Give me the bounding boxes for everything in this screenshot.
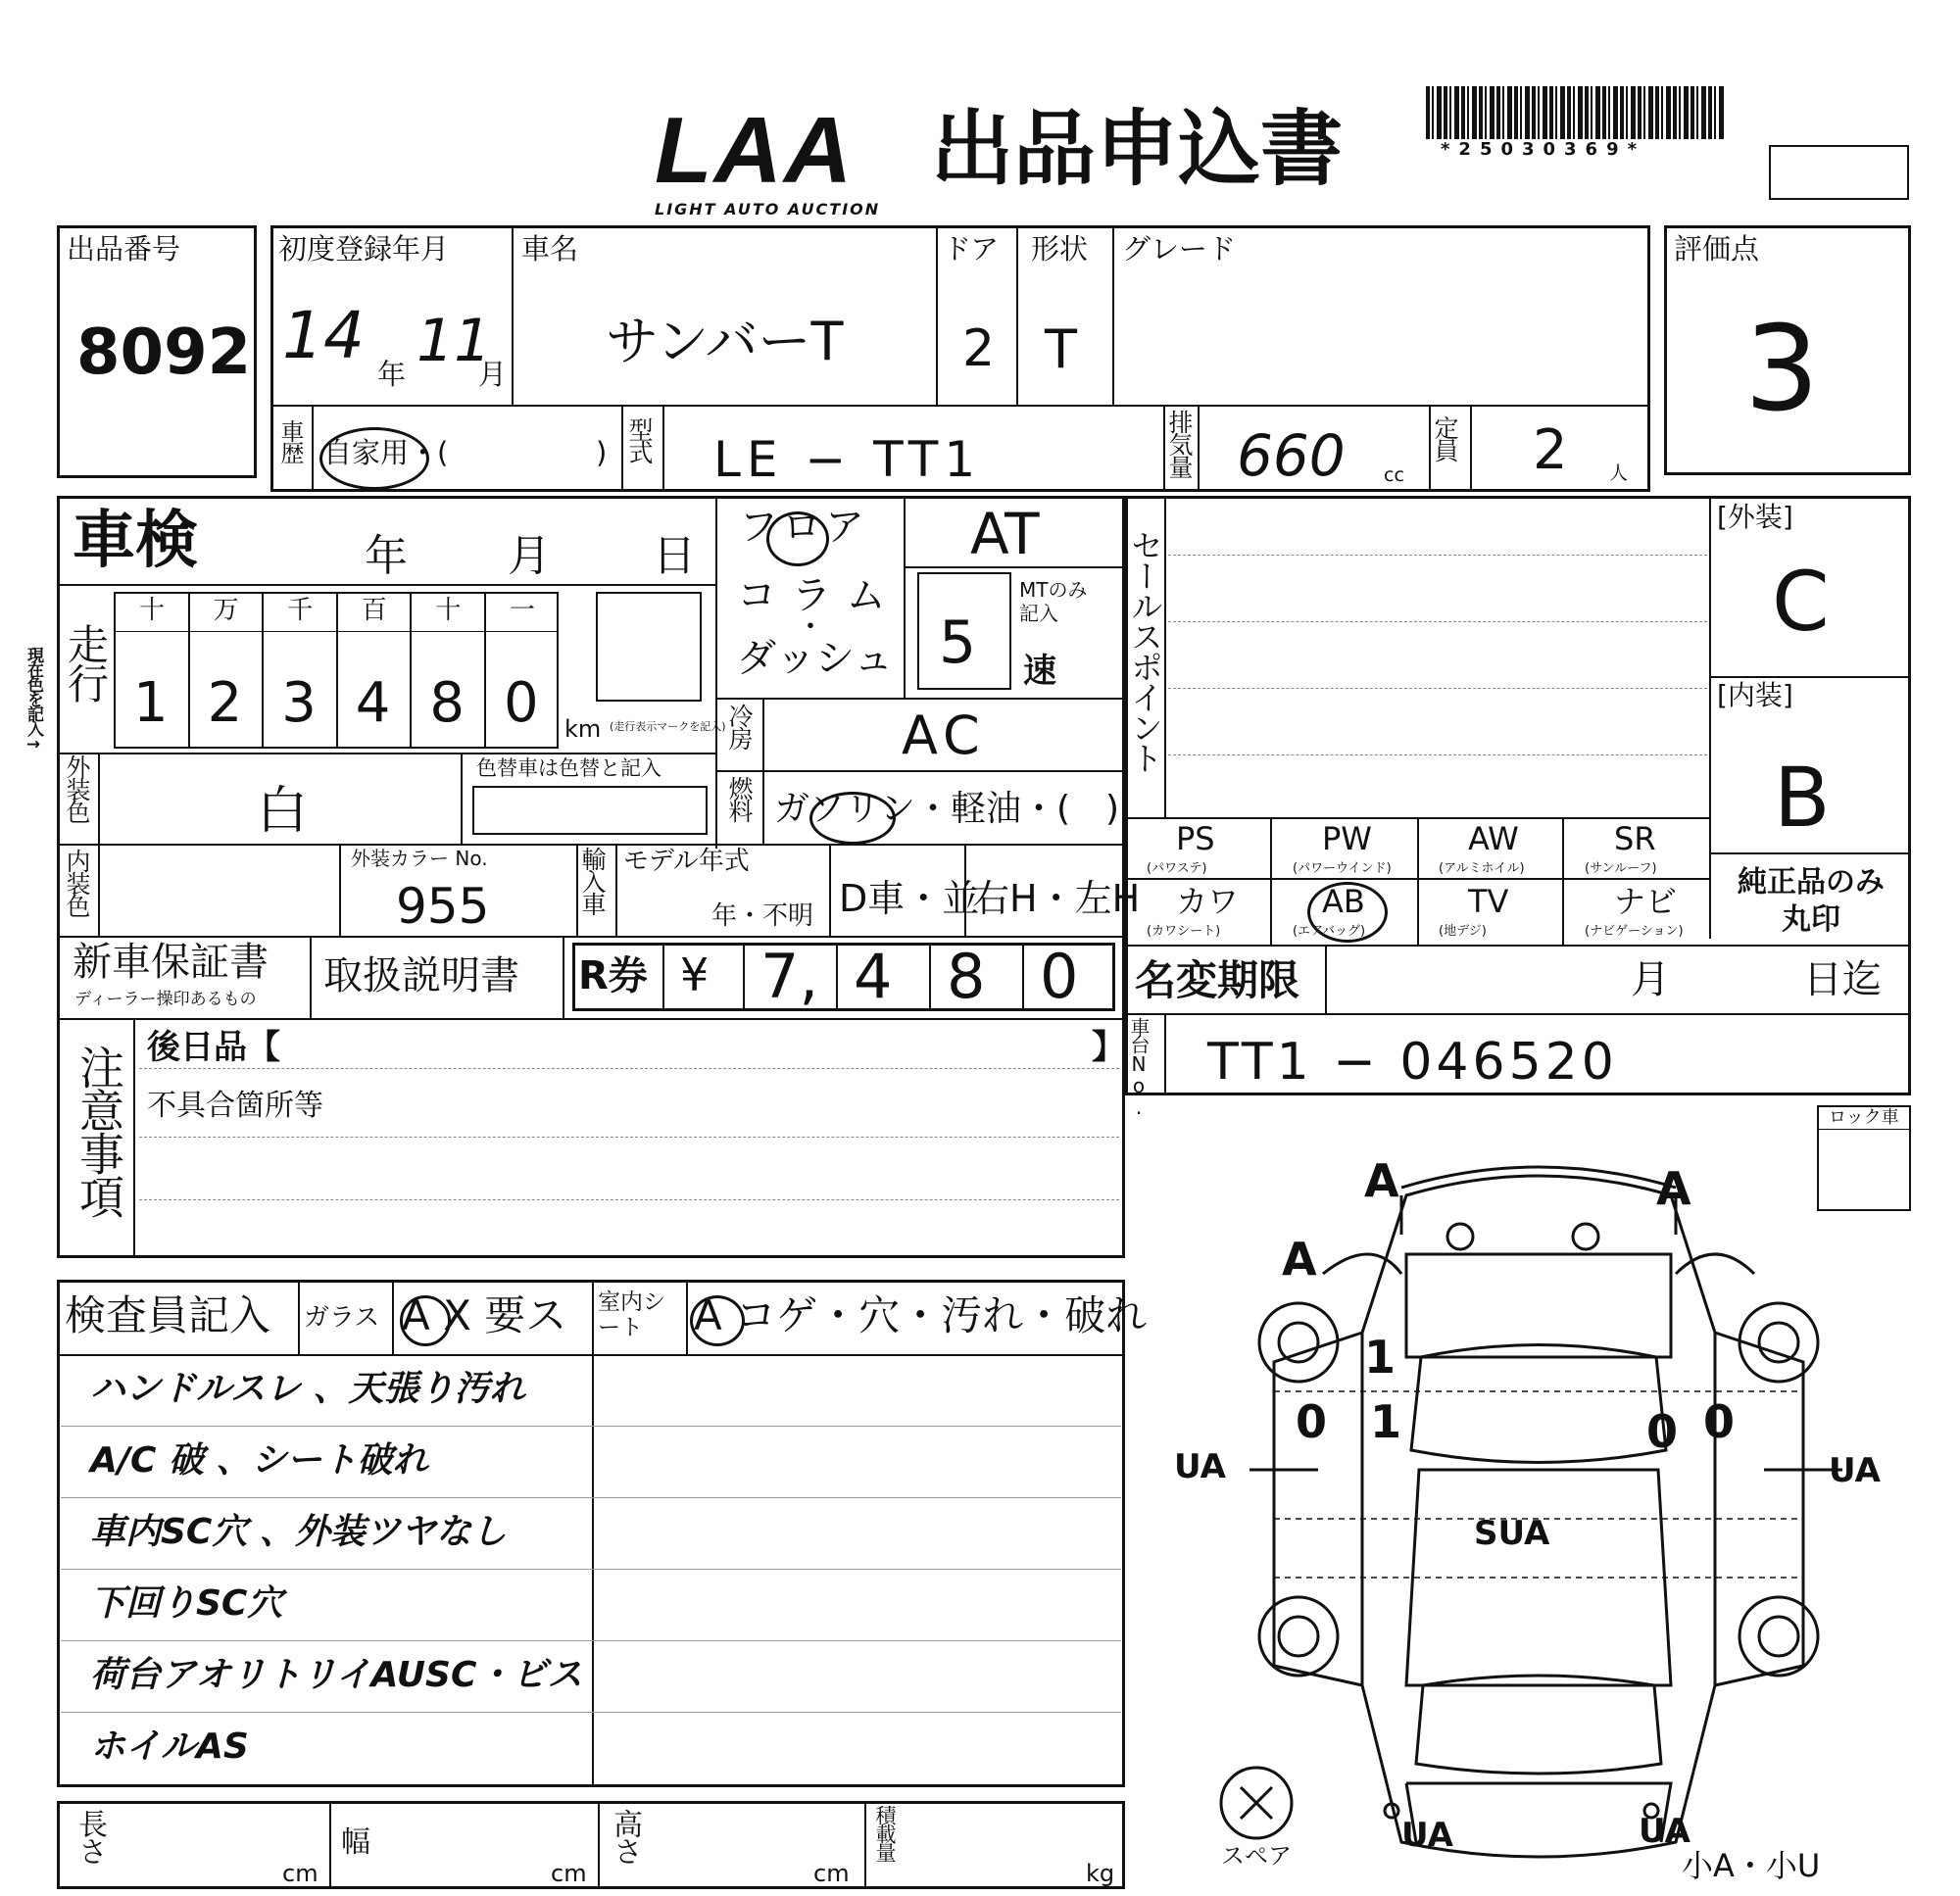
digit-divider: [336, 592, 338, 749]
chassis-label: 車台No.: [1127, 1017, 1151, 1117]
mark-box: [596, 592, 702, 702]
color-change-box: [472, 786, 708, 835]
later-label: 後日品【: [147, 1028, 280, 1067]
inspector-line-rule: [61, 1497, 1121, 1498]
fuel-label: 燃料: [725, 776, 754, 821]
fuel-value: ガソリン・軽油・(: [774, 789, 1071, 829]
diagram-mark: UA: [1639, 1812, 1690, 1851]
inspector-line-rule: [61, 1426, 1121, 1427]
spare-label: スペア: [1221, 1842, 1292, 1870]
door-value: 2: [962, 319, 996, 378]
load-unit: kg: [1086, 1860, 1115, 1887]
option-name: AB: [1322, 883, 1365, 920]
ext-color-label: 外装色: [63, 754, 91, 822]
yen-sign: ¥: [680, 948, 710, 1001]
score-value: 3: [1744, 302, 1820, 438]
diagram-mark: A: [1656, 1162, 1691, 1215]
trans-value: AT: [970, 501, 1040, 567]
exterior-grade: C: [1772, 554, 1830, 650]
mt-note: MTのみ記入: [1019, 578, 1088, 625]
diagram-mark: A: [1364, 1154, 1399, 1207]
width-label: 幅: [341, 1825, 370, 1860]
reg-year-unit: 年: [377, 358, 407, 391]
history-value: 自家用・(: [323, 436, 449, 469]
diagram-mark: UA: [1401, 1816, 1453, 1855]
shift-dash: ダッシュ: [737, 636, 894, 681]
recycle-divider: [929, 943, 931, 1011]
dims-box: [57, 1801, 1125, 1889]
digit-header: 千: [287, 596, 314, 625]
inspector-line-rule: [61, 1640, 1121, 1641]
later-close: 】: [1092, 1028, 1125, 1067]
transfer-month: 月: [1631, 957, 1670, 1002]
option-sub: (パワーウインド): [1293, 861, 1392, 876]
option-sub: (地デジ): [1439, 924, 1487, 939]
shaken-label: 車検: [73, 505, 198, 577]
digit-header: 十: [435, 596, 462, 625]
sales-label: セールスポイント: [1126, 529, 1164, 772]
digit-header: 一: [510, 596, 536, 625]
history-close: ): [596, 436, 608, 469]
option-sub: (ナビゲーション): [1585, 924, 1684, 939]
name-label: 車名: [521, 232, 579, 266]
interior-grade: B: [1774, 750, 1831, 846]
defects-label: 不具合箇所等: [147, 1089, 323, 1123]
lot-value: 8092: [76, 316, 252, 389]
option-name: TV: [1468, 883, 1509, 920]
laa-logo: [655, 98, 881, 219]
ext-color-value: 白: [257, 782, 309, 841]
lock-label: ロック車: [1829, 1107, 1899, 1128]
digit-header: 十: [139, 596, 166, 625]
color-change-label: 色替車は色替と記入: [476, 756, 662, 780]
interior-label: [内装]: [1717, 679, 1793, 711]
ac-label: 冷房: [725, 704, 754, 749]
model-value: LE − TT1: [713, 431, 982, 488]
rear-window: [1416, 1676, 1661, 1774]
door-label: ドア: [943, 232, 1000, 266]
inspector-line: ホイルAS: [90, 1726, 249, 1767]
diagram-mark: 1: [1370, 1395, 1402, 1448]
transfer-day: 日迄: [1803, 957, 1882, 1002]
reg-month: 11: [416, 307, 492, 375]
inspector-line: 下回りSC穴: [90, 1583, 283, 1624]
digit-value: 2: [207, 671, 243, 735]
shift-floor: フロア: [739, 505, 868, 550]
recycle-divider: [743, 943, 745, 1011]
option-sub: (エアバッグ): [1293, 924, 1366, 939]
diagram-mark: 0: [1646, 1405, 1679, 1458]
digit-header: 万: [213, 596, 239, 625]
glass-circle: [400, 1295, 451, 1346]
option-name: カワ: [1176, 883, 1240, 920]
glass-label: ガラス: [304, 1303, 380, 1333]
lot-label: 出品番号: [67, 232, 181, 266]
barcode: [1426, 86, 1725, 139]
width-unit: cm: [551, 1860, 587, 1887]
length-label: 長さ: [73, 1809, 107, 1864]
model-year-label: モデル年式: [623, 847, 750, 876]
reg-month-unit: 月: [478, 358, 508, 391]
diagram-mark: 0: [1703, 1395, 1736, 1448]
option-name: PS: [1176, 820, 1215, 857]
inspector-line: ハンドルスレ 、天張り汚れ: [90, 1369, 525, 1409]
import-label: 輸入車: [578, 847, 607, 914]
shift-column: コラム: [737, 573, 902, 618]
recycle-divider: [1022, 943, 1024, 1011]
reg-label: 初度登録年月: [278, 232, 450, 266]
shift-dot: ・: [796, 610, 825, 645]
height-label: 高さ: [608, 1809, 642, 1864]
height-unit: cm: [813, 1860, 850, 1887]
windshield: [1411, 1345, 1666, 1463]
fuel-close: ): [1105, 789, 1120, 829]
recycle-digit: 7,: [760, 941, 819, 1012]
barcode-number: *25030369*: [1441, 139, 1646, 160]
diagram-mark: UA: [1829, 1451, 1881, 1490]
warranty-note: ディーラー操印あるもの: [74, 990, 257, 1009]
color-no-value: 955: [396, 878, 490, 935]
form-title: 出品申込書: [931, 101, 1344, 197]
option-sub: (カワシート): [1147, 924, 1221, 939]
cap-unit: 人: [1609, 462, 1629, 484]
name-value: サンバーT: [606, 311, 844, 372]
glass-value: A X 要ス: [402, 1291, 567, 1339]
digit-value: 1: [133, 671, 169, 735]
seat-circle: [690, 1295, 745, 1346]
logo-sub: LIGHT AUTO AUCTION: [655, 200, 881, 219]
digit-divider: [262, 592, 264, 749]
option-name: AW: [1468, 820, 1519, 857]
recycle-digit: 0: [1040, 941, 1079, 1012]
inspector-line: 荷台アオリトリイAUSC・ビス: [90, 1655, 583, 1695]
option-name: PW: [1322, 820, 1372, 857]
model-year-value: 年・不明: [711, 901, 814, 931]
manual-label: 取扱説明書: [323, 953, 519, 998]
model-label: 型式: [625, 417, 654, 462]
diagram-mark: UA: [1174, 1447, 1226, 1486]
floor-circle: [766, 511, 829, 566]
cap-value: 2: [1533, 418, 1568, 482]
notes-title: 注意事項: [73, 1045, 125, 1217]
cap-label: 定員: [1431, 415, 1459, 461]
option-sub: (パワステ): [1147, 861, 1207, 876]
inspector-title: 検査員記入: [65, 1291, 271, 1339]
option-sub: (サンルーフ): [1585, 861, 1657, 876]
genuine-label: 純正品のみ丸印: [1738, 865, 1885, 937]
digit-divider: [188, 592, 190, 749]
speeds-value: 5: [939, 608, 977, 677]
diagram-mark: 1: [1364, 1331, 1396, 1384]
color-no-label: 外装カラー No.: [351, 847, 488, 870]
score-label: 評価点: [1674, 232, 1760, 266]
option-name: ナビ: [1614, 883, 1678, 920]
stamp-box: [1769, 145, 1909, 200]
load-label: 積載量: [873, 1805, 897, 1861]
km-note: (走行表示マークを記入): [610, 720, 726, 733]
digit-header: 百: [361, 596, 387, 625]
int-color-label: 内装色: [63, 849, 91, 916]
fuel-circle: [809, 792, 896, 845]
diagram-mark: SUA: [1474, 1514, 1550, 1553]
inspector-line: 車内SC穴 、外装ツヤなし: [90, 1512, 507, 1552]
ac-value: AC: [902, 705, 986, 766]
recycle-digit: 8: [947, 941, 986, 1012]
recycle-divider: [836, 943, 838, 1011]
shape-value: T: [1045, 318, 1077, 380]
side-note: 現在色を記入→: [24, 647, 43, 753]
length-unit: cm: [282, 1860, 318, 1887]
dealer-value: D車・並: [839, 877, 980, 920]
seat-value: A コゲ・穴・汚れ・破れ: [694, 1291, 1148, 1339]
digit-header-line: [114, 631, 559, 632]
shaken-month: 月: [508, 531, 551, 581]
mileage-label: 走行: [62, 623, 110, 702]
digit-value: 0: [504, 671, 539, 735]
diagram-mark: A: [1282, 1233, 1317, 1286]
disp-value: 660: [1237, 422, 1346, 489]
digit-value: 8: [429, 671, 466, 735]
reg-year: 14: [282, 298, 365, 373]
logo-text: LAA: [655, 98, 855, 203]
chassis-value: TT1 − 046520: [1207, 1033, 1618, 1092]
transfer-label: 名変期限: [1135, 956, 1300, 1004]
small-label: 小A・小U: [1682, 1847, 1821, 1884]
cab-roof: [1406, 1254, 1671, 1357]
inspector-line-rule: [61, 1569, 1121, 1570]
shape-label: 形状: [1031, 232, 1089, 266]
option-sub: (アルミホイル): [1439, 861, 1525, 876]
history-label: 車歴: [276, 419, 304, 462]
exterior-label: [外装]: [1717, 501, 1793, 533]
digit-value: 3: [281, 671, 317, 735]
grade-label: グレード: [1122, 232, 1237, 266]
recycle-digit: 4: [854, 941, 893, 1012]
disp-unit: cc: [1384, 464, 1404, 486]
handle-value: 右H・左H: [972, 877, 1141, 920]
digit-divider: [484, 592, 486, 749]
disp-label: 排気量: [1165, 410, 1194, 477]
warranty-label: 新車保証書: [73, 940, 269, 985]
inspector-line-rule: [61, 1712, 1121, 1713]
option-name: SR: [1614, 820, 1656, 857]
shaken-year: 年: [365, 531, 408, 581]
speeds-unit: 速: [1023, 652, 1056, 691]
shaken-day: 日: [653, 531, 696, 581]
diagram-mark: 0: [1296, 1395, 1328, 1448]
recycle-box: [572, 943, 1115, 1011]
ab-circle: [1307, 882, 1388, 943]
seat-label: 室内シート: [598, 1289, 665, 1341]
digit-value: 4: [355, 671, 391, 735]
inspector-line: A/C 破 、シート破れ: [90, 1440, 428, 1481]
km-label: km: [564, 715, 602, 743]
digit-divider: [410, 592, 412, 749]
recycle-label: R券: [578, 953, 648, 998]
